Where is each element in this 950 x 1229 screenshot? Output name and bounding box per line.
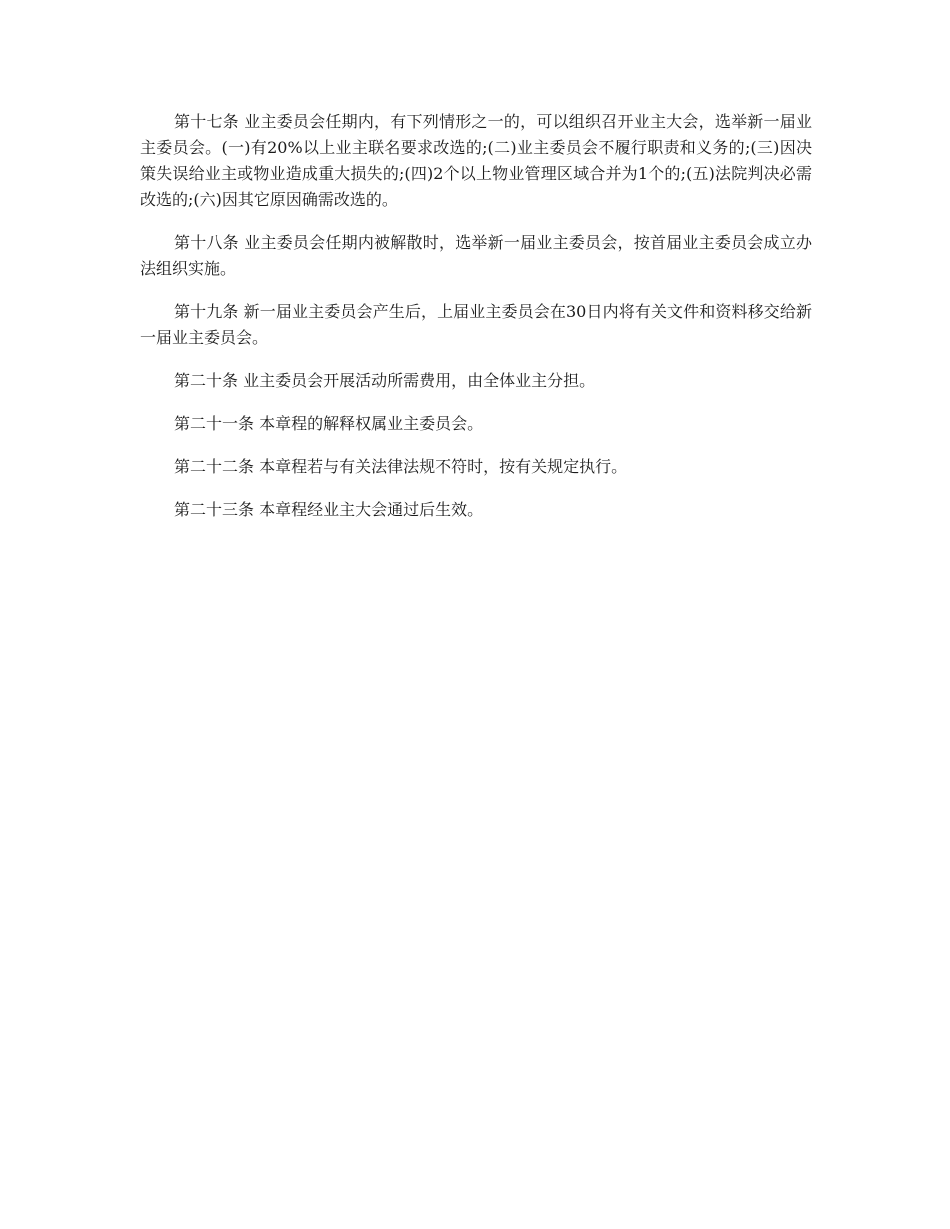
article-20-paragraph: 第二十条 业主委员会开展活动所需费用，由全体业主分担。 <box>174 371 596 390</box>
article-23-paragraph: 第二十三条 本章程经业主大会通过后生效。 <box>174 500 484 519</box>
article-21-paragraph: 第二十一条 本章程的解释权属业主委员会。 <box>174 414 484 433</box>
document-body <box>140 109 812 523</box>
article-19-paragraph: 第十九条 新一届业主委员会产生后，上届业主委员会在30日内将有关文件和资料移交给新一届业主委员会。 <box>140 302 812 347</box>
article-18-paragraph: 第十八条 业主委员会任期内被解散时，选举新一届业主委员会，按首届业主委员会成立办法组织实施。 <box>140 233 812 278</box>
article-17-paragraph: 第十七条 业主委员会任期内，有下列情形之一的，可以组织召开业主大会，选举新一届业主委员会。(一)有20%以上业主联名要求改选的;(二)业主委员会不履行职责和义务的;(三)因决策失误给业主或物业造成重大损失的;(四)2个以上物业管理区域合并为1个的;(五)法院判决必需改选的;(六)因其它原因确需改选的。 <box>140 112 812 209</box>
article-22-paragraph: 第二十二条 本章程若与有关法律法规不符时，按有关规定执行。 <box>174 457 628 476</box>
